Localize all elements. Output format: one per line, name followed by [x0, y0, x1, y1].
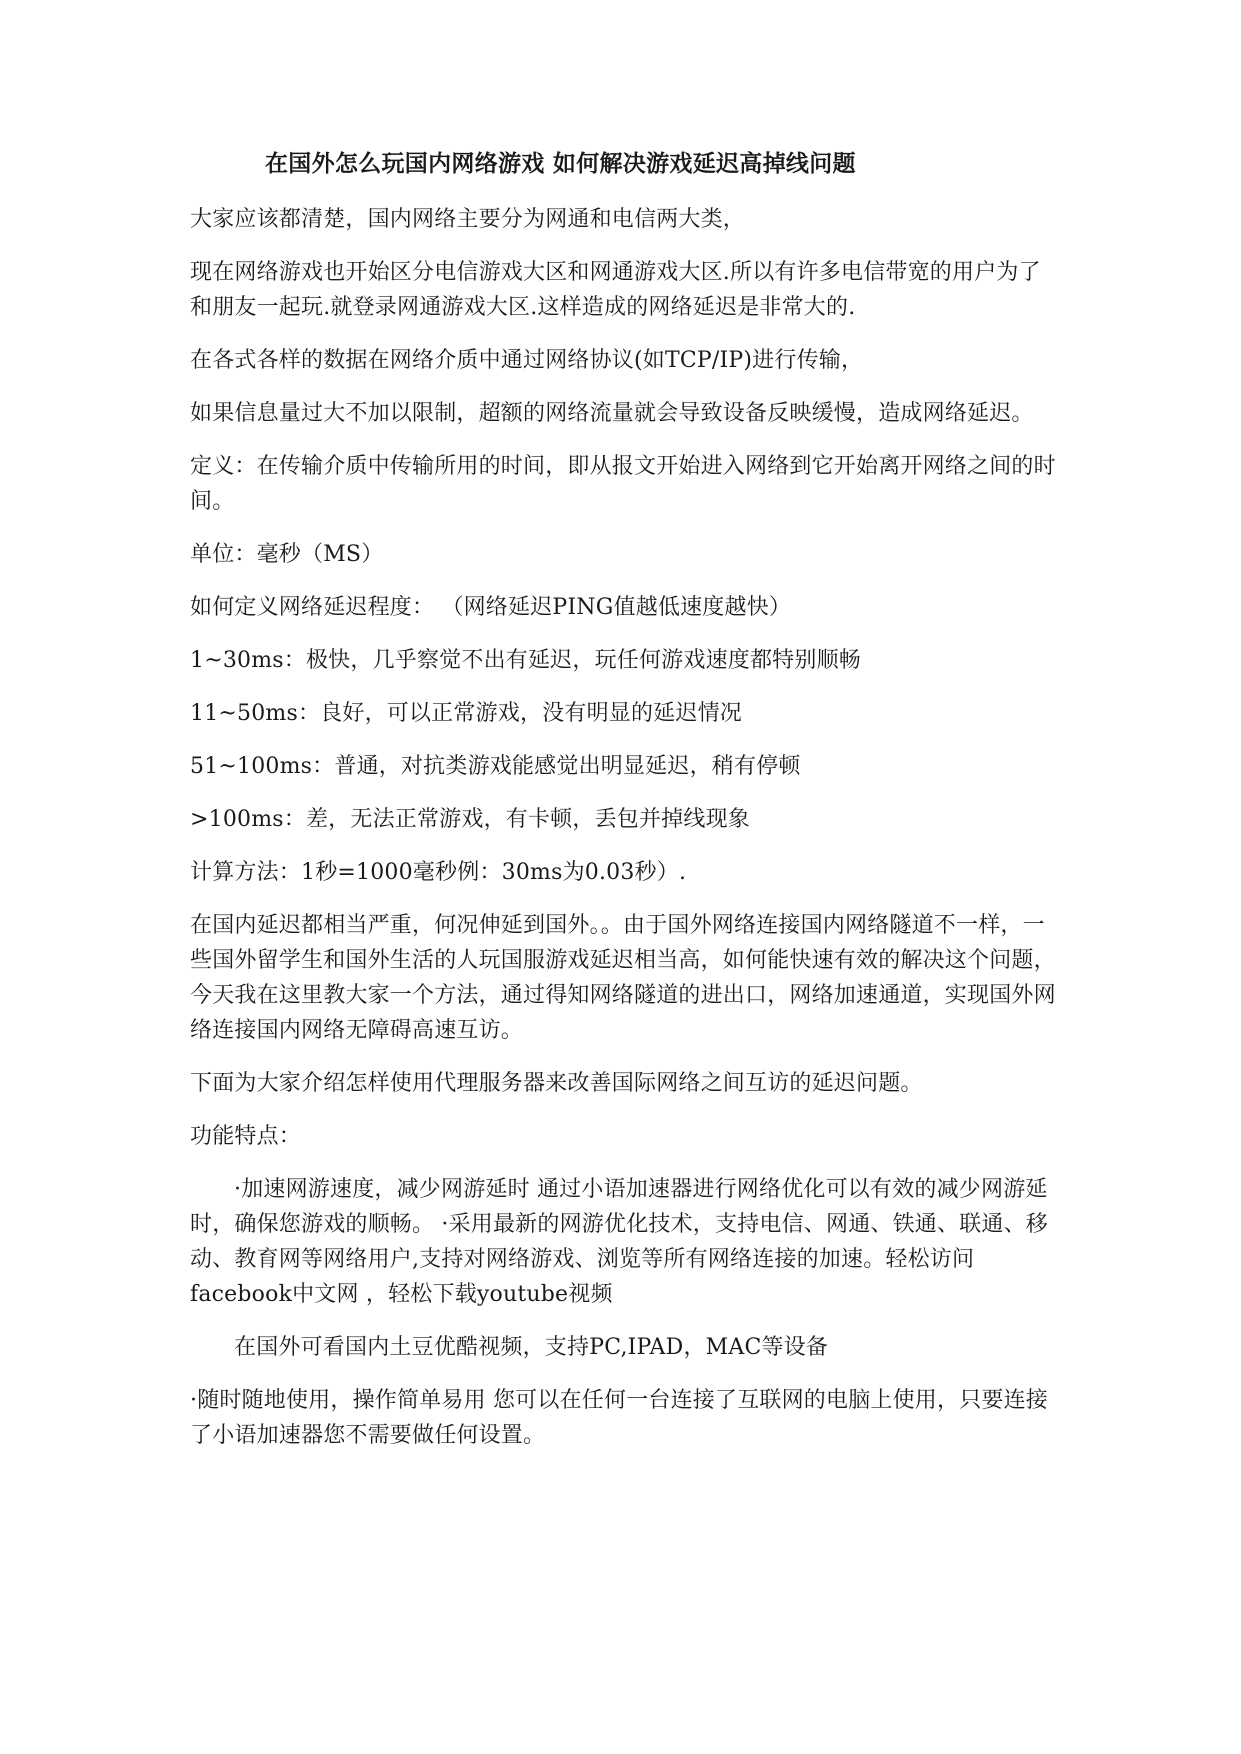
document-title: 在国外怎么玩国内网络游戏 如何解决游戏延迟高掉线问题: [265, 150, 856, 177]
features-heading: 功能特点：: [190, 1124, 302, 1149]
feature-acceleration: ·加速网游速度，减少网游延时 通过小语加速器进行网络优化可以有效的减少网游延时，确保您游戏的顺畅。 ·采用最新的网游优化技术，支持电信、网通、铁通、联通、移动、教育网等网络用户,支持对网络游戏、浏览等所有网络连接的加速。轻松访问facebook中文网 ，轻松下载youtube视频: [190, 1177, 1048, 1307]
latency-level-1: 1~30ms：极快，几乎察觉不出有延迟，玩任何游戏速度都特别顺畅: [190, 648, 861, 673]
document-body: [190, 148, 1060, 1471]
paragraph-unit: 单位：毫秒（MS）: [190, 542, 384, 567]
feature-anywhere: ·随时随地使用，操作简单易用 您可以在任何一台连接了互联网的电脑上使用，只要连接了小语加速器您不需要做任何设置。: [190, 1388, 1048, 1448]
paragraph-definition: 定义：在传输介质中传输所用的时间，即从报文开始进入网络到它开始离开网络之间的时间。: [190, 454, 1056, 514]
paragraph-calculation: 计算方法：1秒=1000毫秒例：30ms为0.03秒）.: [190, 860, 687, 885]
paragraph-game-regions: 现在网络游戏也开始区分电信游戏大区和网通游戏大区.所以有许多电信带宽的用户为了和朋友一起玩.就登录网通游戏大区.这样造成的网络延迟是非常大的.: [190, 260, 1041, 320]
latency-level-2: 11~50ms：良好，可以正常游戏，没有明显的延迟情况: [190, 701, 742, 726]
paragraph-traffic: 如果信息量过大不加以限制，超额的网络流量就会导致设备反映缓慢，造成网络延迟。: [190, 401, 1034, 426]
paragraph-proxy-intro: 下面为大家介绍怎样使用代理服务器来改善国际网络之间互访的延迟问题。: [190, 1071, 923, 1096]
feature-video: 在国外可看国内土豆优酷视频，支持PC,IPAD，MAC等设备: [234, 1335, 829, 1360]
paragraph-overseas: 在国内延迟都相当严重，何况伸延到国外。。由于国外网络连接国内网络隧道不一样，一些国外留学生和国外生活的人玩国服游戏延迟相当高，如何能快速有效的解决这个问题，今天我在这里教大家一个方法，通过得知网络隧道的进出口，网络加速通道，实现国外网络连接国内网络无障碍高速互访。: [190, 913, 1056, 1043]
paragraph-intro: 大家应该都清楚，国内网络主要分为网通和电信两大类，: [190, 207, 746, 232]
latency-level-4: >100ms：差，无法正常游戏，有卡顿，丢包并掉线现象: [190, 807, 750, 832]
latency-level-3: 51~100ms：普通，对抗类游戏能感觉出明显延迟，稍有停顿: [190, 754, 801, 779]
paragraph-protocol: 在各式各样的数据在网络介质中通过网络协议(如TCP/IP)进行传输，: [190, 348, 864, 373]
paragraph-latency-levels-heading: 如何定义网络延迟程度： （网络延迟PING值越低速度越快）: [190, 595, 792, 620]
